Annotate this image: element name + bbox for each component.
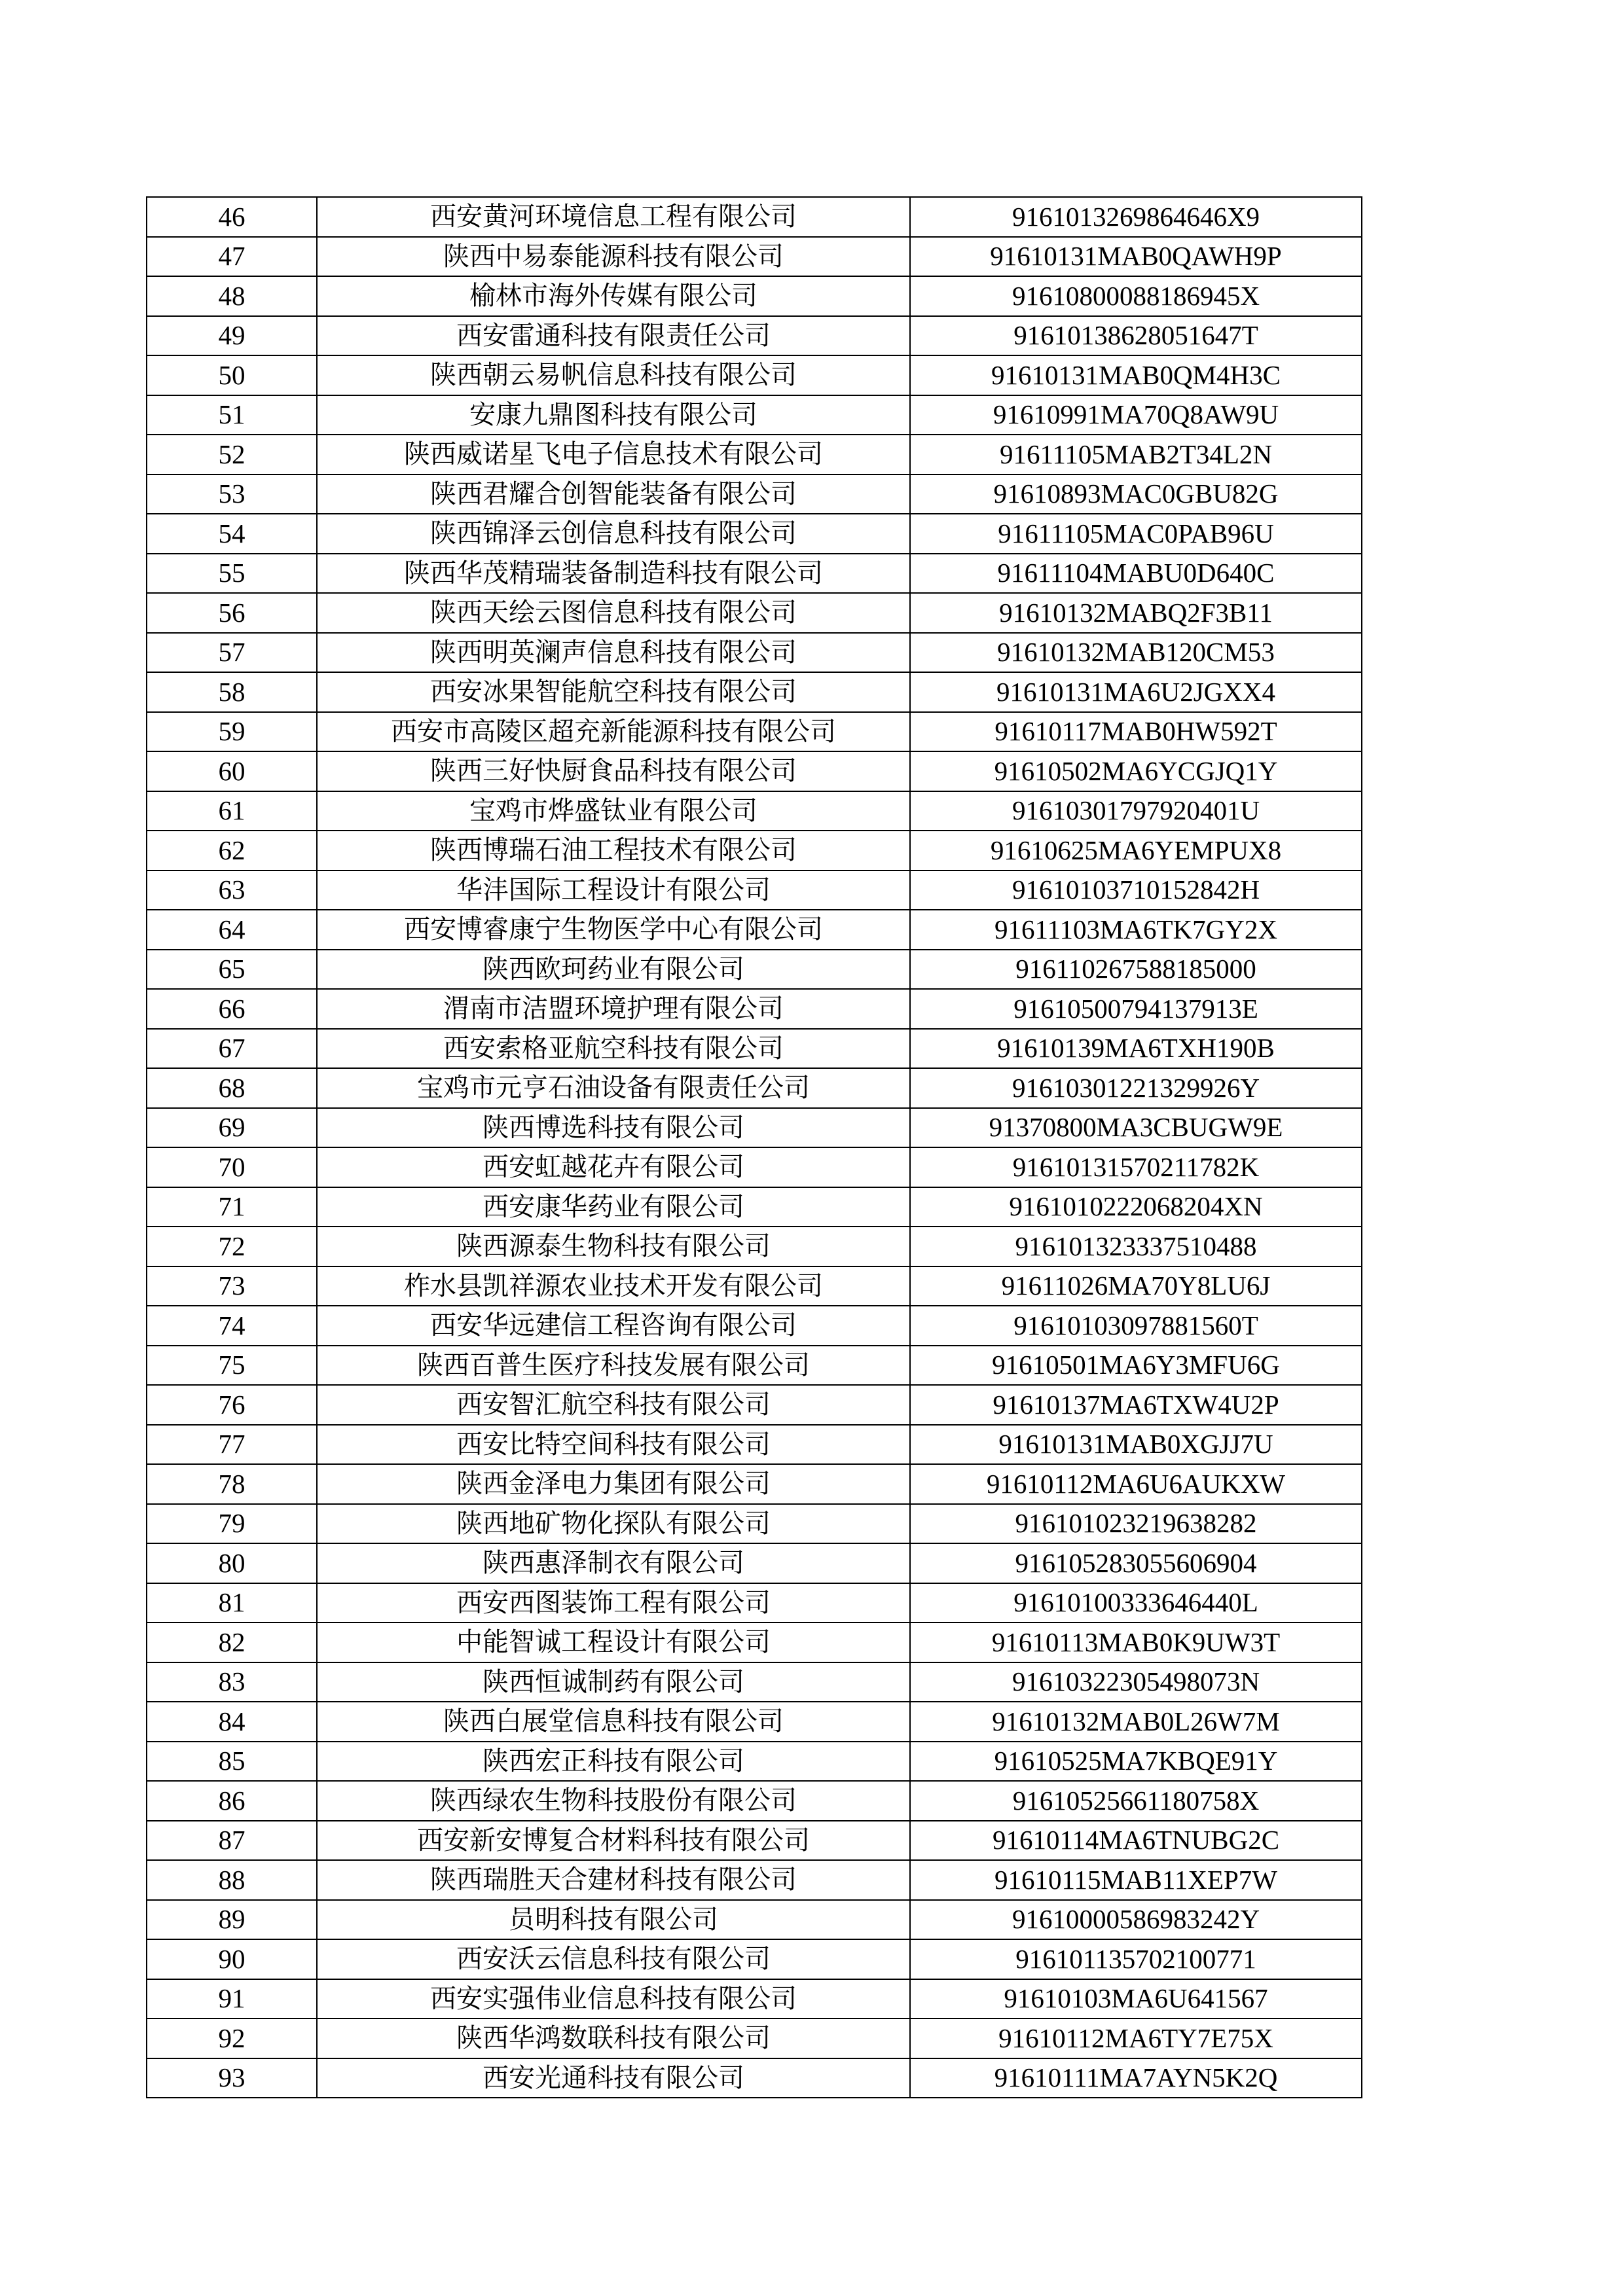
table-row <box>147 1623 1362 1662</box>
company-name-cell: 西安新安博复合材料科技有限公司 <box>317 1821 910 1861</box>
credit-code-cell: 916110267588185000 <box>910 950 1362 990</box>
company-name-cell: 员明科技有限公司 <box>317 1900 910 1940</box>
row-number-cell: 85 <box>147 1742 317 1782</box>
credit-code-cell: 916101323337510488 <box>910 1227 1362 1266</box>
row-number-cell: 73 <box>147 1266 317 1306</box>
company-name-cell: 陕西地矿物化探队有限公司 <box>317 1504 910 1544</box>
table-row <box>147 831 1362 870</box>
company-name-cell: 陕西博选科技有限公司 <box>317 1108 910 1148</box>
row-number-cell: 83 <box>147 1662 317 1702</box>
company-name-cell: 陕西博瑞石油工程技术有限公司 <box>317 831 910 870</box>
credit-code-cell: 91611105MAC0PAB96U <box>910 514 1362 554</box>
company-name-cell: 西安博睿康宁生物医学中心有限公司 <box>317 910 910 950</box>
company-name-cell: 西安智汇航空科技有限公司 <box>317 1385 910 1425</box>
row-number-cell: 49 <box>147 316 317 356</box>
company-name-cell: 西安光通科技有限公司 <box>317 2058 910 2098</box>
credit-code-cell: 91610112MA6U6AUKXW <box>910 1464 1362 1504</box>
table-row <box>147 1346 1362 1386</box>
row-number-cell: 47 <box>147 237 317 277</box>
credit-code-cell: 91610131570211782K <box>910 1147 1362 1187</box>
credit-code-cell: 91610502MA6YCGJQ1Y <box>910 751 1362 791</box>
table-row <box>147 1187 1362 1227</box>
credit-code-cell: 91610137MA6TXW4U2P <box>910 1385 1362 1425</box>
credit-code-cell: 9161010222068204XN <box>910 1187 1362 1227</box>
row-number-cell: 86 <box>147 1781 317 1821</box>
credit-code-cell: 916101023219638282 <box>910 1504 1362 1544</box>
table-row <box>147 1939 1362 1979</box>
table-row <box>147 1306 1362 1346</box>
row-number-cell: 56 <box>147 593 317 633</box>
credit-code-cell: 91610131MAB0XGJJ7U <box>910 1425 1362 1465</box>
company-name-cell: 西安索格亚航空科技有限公司 <box>317 1029 910 1069</box>
table-row <box>147 1464 1362 1504</box>
company-name-cell: 中能智诚工程设计有限公司 <box>317 1623 910 1662</box>
company-name-cell: 陕西朝云易帆信息科技有限公司 <box>317 355 910 395</box>
row-number-cell: 63 <box>147 870 317 910</box>
table-row <box>147 593 1362 633</box>
credit-code-cell: 91610111MA7AYN5K2Q <box>910 2058 1362 2098</box>
company-name-cell: 陕西华鸿数联科技有限公司 <box>317 2018 910 2058</box>
credit-code-cell: 91610000586983242Y <box>910 1900 1362 1940</box>
table-row <box>147 672 1362 712</box>
row-number-cell: 89 <box>147 1900 317 1940</box>
company-name-cell: 西安雷通科技有限责任公司 <box>317 316 910 356</box>
company-name-cell: 西安冰果智能航空科技有限公司 <box>317 672 910 712</box>
row-number-cell: 57 <box>147 633 317 673</box>
company-name-cell: 陕西瑞胜天合建材科技有限公司 <box>317 1860 910 1900</box>
row-number-cell: 87 <box>147 1821 317 1861</box>
table-row <box>147 1029 1362 1069</box>
company-name-cell: 安康九鼎图科技有限公司 <box>317 395 910 435</box>
credit-code-cell: 91610138628051647T <box>910 316 1362 356</box>
row-number-cell: 54 <box>147 514 317 554</box>
row-number-cell: 90 <box>147 1939 317 1979</box>
company-name-cell: 陕西源泰生物科技有限公司 <box>317 1227 910 1266</box>
table-row <box>147 1425 1362 1465</box>
credit-code-cell: 91611105MAB2T34L2N <box>910 435 1362 475</box>
table-row <box>147 1781 1362 1821</box>
credit-code-cell: 916101135702100771 <box>910 1939 1362 1979</box>
table-row <box>147 276 1362 316</box>
row-number-cell: 60 <box>147 751 317 791</box>
table-row <box>147 989 1362 1029</box>
table-row <box>147 1504 1362 1544</box>
row-number-cell: 59 <box>147 712 317 752</box>
company-name-cell: 宝鸡市烨盛钛业有限公司 <box>317 791 910 831</box>
table-row <box>147 1266 1362 1306</box>
row-number-cell: 67 <box>147 1029 317 1069</box>
company-name-cell: 西安沃云信息科技有限公司 <box>317 1939 910 1979</box>
company-name-cell: 陕西君耀合创智能装备有限公司 <box>317 475 910 514</box>
credit-code-cell: 91610131MAB0QAWH9P <box>910 237 1362 277</box>
company-name-cell: 陕西金泽电力集团有限公司 <box>317 1464 910 1504</box>
credit-code-cell: 91610117MAB0HW592T <box>910 712 1362 752</box>
company-name-cell: 陕西华茂精瑞装备制造科技有限公司 <box>317 554 910 594</box>
company-name-cell: 西安黄河环境信息工程有限公司 <box>317 197 910 237</box>
table-row <box>147 1860 1362 1900</box>
credit-code-cell: 91610132MAB120CM53 <box>910 633 1362 673</box>
row-number-cell: 80 <box>147 1543 317 1583</box>
table-row <box>147 355 1362 395</box>
table-row <box>147 514 1362 554</box>
row-number-cell: 88 <box>147 1860 317 1900</box>
company-name-cell: 渭南市洁盟环境护理有限公司 <box>317 989 910 1029</box>
company-name-cell: 陕西宏正科技有限公司 <box>317 1742 910 1782</box>
row-number-cell: 69 <box>147 1108 317 1148</box>
row-number-cell: 82 <box>147 1623 317 1662</box>
company-name-cell: 陕西绿农生物科技股份有限公司 <box>317 1781 910 1821</box>
row-number-cell: 61 <box>147 791 317 831</box>
credit-code-cell: 91610991MA70Q8AW9U <box>910 395 1362 435</box>
credit-code-cell: 91370800MA3CBUGW9E <box>910 1108 1362 1148</box>
credit-code-cell: 91610100333646440L <box>910 1583 1362 1623</box>
credit-code-cell: 91610893MAC0GBU82G <box>910 475 1362 514</box>
credit-code-cell: 91610131MAB0QM4H3C <box>910 355 1362 395</box>
table-row <box>147 237 1362 277</box>
row-number-cell: 76 <box>147 1385 317 1425</box>
table-row <box>147 435 1362 475</box>
company-name-cell: 陕西惠泽制衣有限公司 <box>317 1543 910 1583</box>
company-name-cell: 陕西三好快厨食品科技有限公司 <box>317 751 910 791</box>
company-name-cell: 西安虹越花卉有限公司 <box>317 1147 910 1187</box>
credit-code-cell: 91610525MA7KBQE91Y <box>910 1742 1362 1782</box>
credit-code-cell: 91610525661180758X <box>910 1781 1362 1821</box>
credit-code-cell: 91610115MAB11XEP7W <box>910 1860 1362 1900</box>
row-number-cell: 75 <box>147 1346 317 1386</box>
company-name-cell: 西安比特空间科技有限公司 <box>317 1425 910 1465</box>
credit-code-cell: 916105283055606904 <box>910 1543 1362 1583</box>
credit-code-cell: 91610132MABQ2F3B11 <box>910 593 1362 633</box>
company-registry-body <box>147 197 1362 2098</box>
row-number-cell: 55 <box>147 554 317 594</box>
row-number-cell: 46 <box>147 197 317 237</box>
row-number-cell: 65 <box>147 950 317 990</box>
row-number-cell: 77 <box>147 1425 317 1465</box>
company-registry-table <box>146 196 1362 2098</box>
table-row <box>147 1662 1362 1702</box>
row-number-cell: 51 <box>147 395 317 435</box>
company-name-cell: 陕西恒诚制药有限公司 <box>317 1662 910 1702</box>
row-number-cell: 50 <box>147 355 317 395</box>
credit-code-cell: 91610113MAB0K9UW3T <box>910 1623 1362 1662</box>
company-name-cell: 陕西百普生医疗科技发展有限公司 <box>317 1346 910 1386</box>
table-row <box>147 1900 1362 1940</box>
credit-code-cell: 91610103097881560T <box>910 1306 1362 1346</box>
credit-code-cell: 9161013269864646X9 <box>910 197 1362 237</box>
credit-code-cell: 91610501MA6Y3MFU6G <box>910 1346 1362 1386</box>
company-name-cell: 陕西中易泰能源科技有限公司 <box>317 237 910 277</box>
row-number-cell: 66 <box>147 989 317 1029</box>
table-row <box>147 950 1362 990</box>
table-row <box>147 1979 1362 2019</box>
credit-code-cell: 91610800088186945X <box>910 276 1362 316</box>
table-row <box>147 1702 1362 1742</box>
table-row <box>147 197 1362 237</box>
table-row <box>147 554 1362 594</box>
company-name-cell: 西安实强伟业信息科技有限公司 <box>317 1979 910 2019</box>
credit-code-cell: 91610114MA6TNUBG2C <box>910 1821 1362 1861</box>
company-name-cell: 西安康华药业有限公司 <box>317 1187 910 1227</box>
row-number-cell: 74 <box>147 1306 317 1346</box>
table-row <box>147 1742 1362 1782</box>
table-row <box>147 2058 1362 2098</box>
company-name-cell: 西安西图装饰工程有限公司 <box>317 1583 910 1623</box>
credit-code-cell: 91610131MA6U2JGXX4 <box>910 672 1362 712</box>
table-row <box>147 1821 1362 1861</box>
credit-code-cell: 91610500794137913E <box>910 989 1362 1029</box>
credit-code-cell: 91610301797920401U <box>910 791 1362 831</box>
table-row <box>147 1385 1362 1425</box>
row-number-cell: 70 <box>147 1147 317 1187</box>
row-number-cell: 81 <box>147 1583 317 1623</box>
table-row <box>147 1108 1362 1148</box>
table-row <box>147 633 1362 673</box>
company-name-cell: 西安华远建信工程咨询有限公司 <box>317 1306 910 1346</box>
row-number-cell: 79 <box>147 1504 317 1544</box>
credit-code-cell: 91610322305498073N <box>910 1662 1362 1702</box>
table-row <box>147 1147 1362 1187</box>
company-name-cell: 陕西锦泽云创信息科技有限公司 <box>317 514 910 554</box>
company-name-cell: 榆林市海外传媒有限公司 <box>317 276 910 316</box>
table-row <box>147 712 1362 752</box>
row-number-cell: 48 <box>147 276 317 316</box>
row-number-cell: 64 <box>147 910 317 950</box>
row-number-cell: 91 <box>147 1979 317 2019</box>
table-row <box>147 1068 1362 1108</box>
company-name-cell: 陕西威诺星飞电子信息技术有限公司 <box>317 435 910 475</box>
credit-code-cell: 91610112MA6TY7E75X <box>910 2018 1362 2058</box>
credit-code-cell: 91611026MA70Y8LU6J <box>910 1266 1362 1306</box>
table-row <box>147 1543 1362 1583</box>
credit-code-cell: 91610625MA6YEMPUX8 <box>910 831 1362 870</box>
table-row <box>147 316 1362 356</box>
table-row <box>147 395 1362 435</box>
table-row <box>147 475 1362 514</box>
row-number-cell: 84 <box>147 1702 317 1742</box>
credit-code-cell: 91610103MA6U641567 <box>910 1979 1362 2019</box>
row-number-cell: 78 <box>147 1464 317 1504</box>
credit-code-cell: 91610103710152842H <box>910 870 1362 910</box>
company-name-cell: 陕西欧珂药业有限公司 <box>317 950 910 990</box>
row-number-cell: 62 <box>147 831 317 870</box>
table-row <box>147 1583 1362 1623</box>
company-name-cell: 华沣国际工程设计有限公司 <box>317 870 910 910</box>
table-row <box>147 791 1362 831</box>
company-name-cell: 陕西明英澜声信息科技有限公司 <box>317 633 910 673</box>
company-name-cell: 宝鸡市元亨石油设备有限责任公司 <box>317 1068 910 1108</box>
credit-code-cell: 91610301221329926Y <box>910 1068 1362 1108</box>
row-number-cell: 72 <box>147 1227 317 1266</box>
row-number-cell: 58 <box>147 672 317 712</box>
row-number-cell: 68 <box>147 1068 317 1108</box>
credit-code-cell: 91610132MAB0L26W7M <box>910 1702 1362 1742</box>
row-number-cell: 92 <box>147 2018 317 2058</box>
table-row <box>147 2018 1362 2058</box>
row-number-cell: 53 <box>147 475 317 514</box>
table-row <box>147 751 1362 791</box>
row-number-cell: 52 <box>147 435 317 475</box>
row-number-cell: 93 <box>147 2058 317 2098</box>
table-row <box>147 870 1362 910</box>
credit-code-cell: 91611104MABU0D640C <box>910 554 1362 594</box>
company-name-cell: 柞水县凯祥源农业技术开发有限公司 <box>317 1266 910 1306</box>
table-row <box>147 910 1362 950</box>
credit-code-cell: 91610139MA6TXH190B <box>910 1029 1362 1069</box>
credit-code-cell: 91611103MA6TK7GY2X <box>910 910 1362 950</box>
company-name-cell: 西安市高陵区超充新能源科技有限公司 <box>317 712 910 752</box>
row-number-cell: 71 <box>147 1187 317 1227</box>
table-row <box>147 1227 1362 1266</box>
company-name-cell: 陕西天绘云图信息科技有限公司 <box>317 593 910 633</box>
company-name-cell: 陕西白展堂信息科技有限公司 <box>317 1702 910 1742</box>
